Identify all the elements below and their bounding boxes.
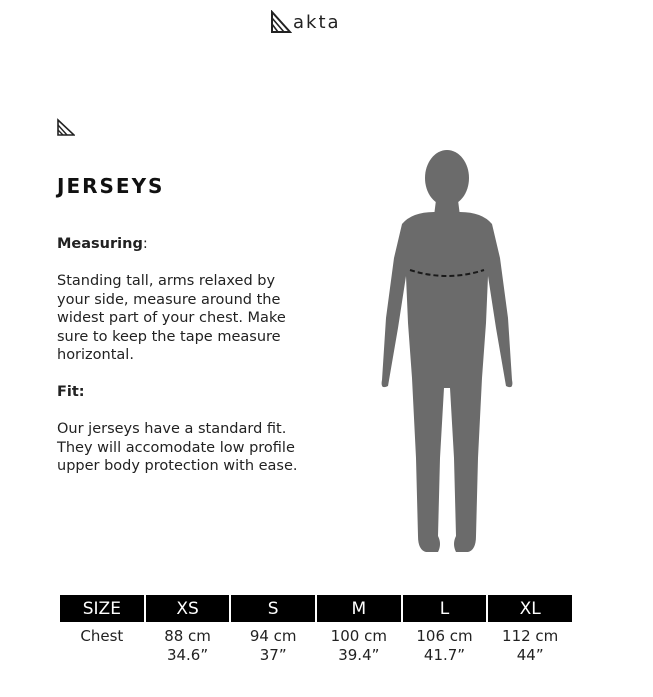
measuring-heading [57, 235, 307, 254]
chest-row [60, 622, 572, 666]
page-title: JERSEYS [57, 174, 165, 198]
chest-inches: 39.4” [338, 646, 380, 664]
chest-cell-l [403, 622, 487, 666]
akta-logo-icon [270, 10, 292, 34]
chest-cell-s [231, 622, 315, 666]
chest-cm: 100 cm [330, 627, 387, 645]
size-header: XL [488, 595, 572, 622]
measuring-text: Standing tall, arms relaxed by your side, measure around the widest part of your chest. Make sure to keep the tape measure horizontal. [57, 273, 286, 363]
chest-cell-xl [488, 622, 572, 666]
brand-name: akta [293, 11, 341, 33]
size-header: L [403, 595, 487, 622]
fit-text: Our jerseys have a standard fit. They will accomodate low profile upper body protection with ease. [57, 421, 298, 474]
chest-cm: 112 cm [502, 627, 559, 645]
size-header: S [231, 595, 315, 622]
chest-cell-xs [146, 622, 230, 666]
chest-cell-m [317, 622, 401, 666]
brand-logo [270, 10, 341, 34]
chest-label: Chest [80, 627, 124, 645]
chest-cm: 88 cm [164, 627, 211, 645]
size-header: XS [146, 595, 230, 622]
size-table [58, 595, 574, 666]
measuring-heading-label: Measuring [57, 236, 143, 252]
body-silhouette-icon [372, 148, 522, 568]
size-header: M [317, 595, 401, 622]
chest-cm: 94 cm [249, 627, 297, 645]
chest-inches: 34.6” [166, 646, 209, 664]
akta-triangle-icon [57, 118, 75, 136]
chest-inches: 37” [259, 646, 287, 664]
size-header: SIZE [60, 595, 144, 622]
fit-heading: Fit: [57, 384, 85, 400]
size-header-row [60, 595, 572, 622]
chest-cm: 106 cm [416, 627, 473, 645]
chest-inches: 41.7” [423, 646, 466, 664]
measuring-heading-colon: : [142, 236, 148, 252]
chest-inches: 44” [516, 646, 544, 664]
